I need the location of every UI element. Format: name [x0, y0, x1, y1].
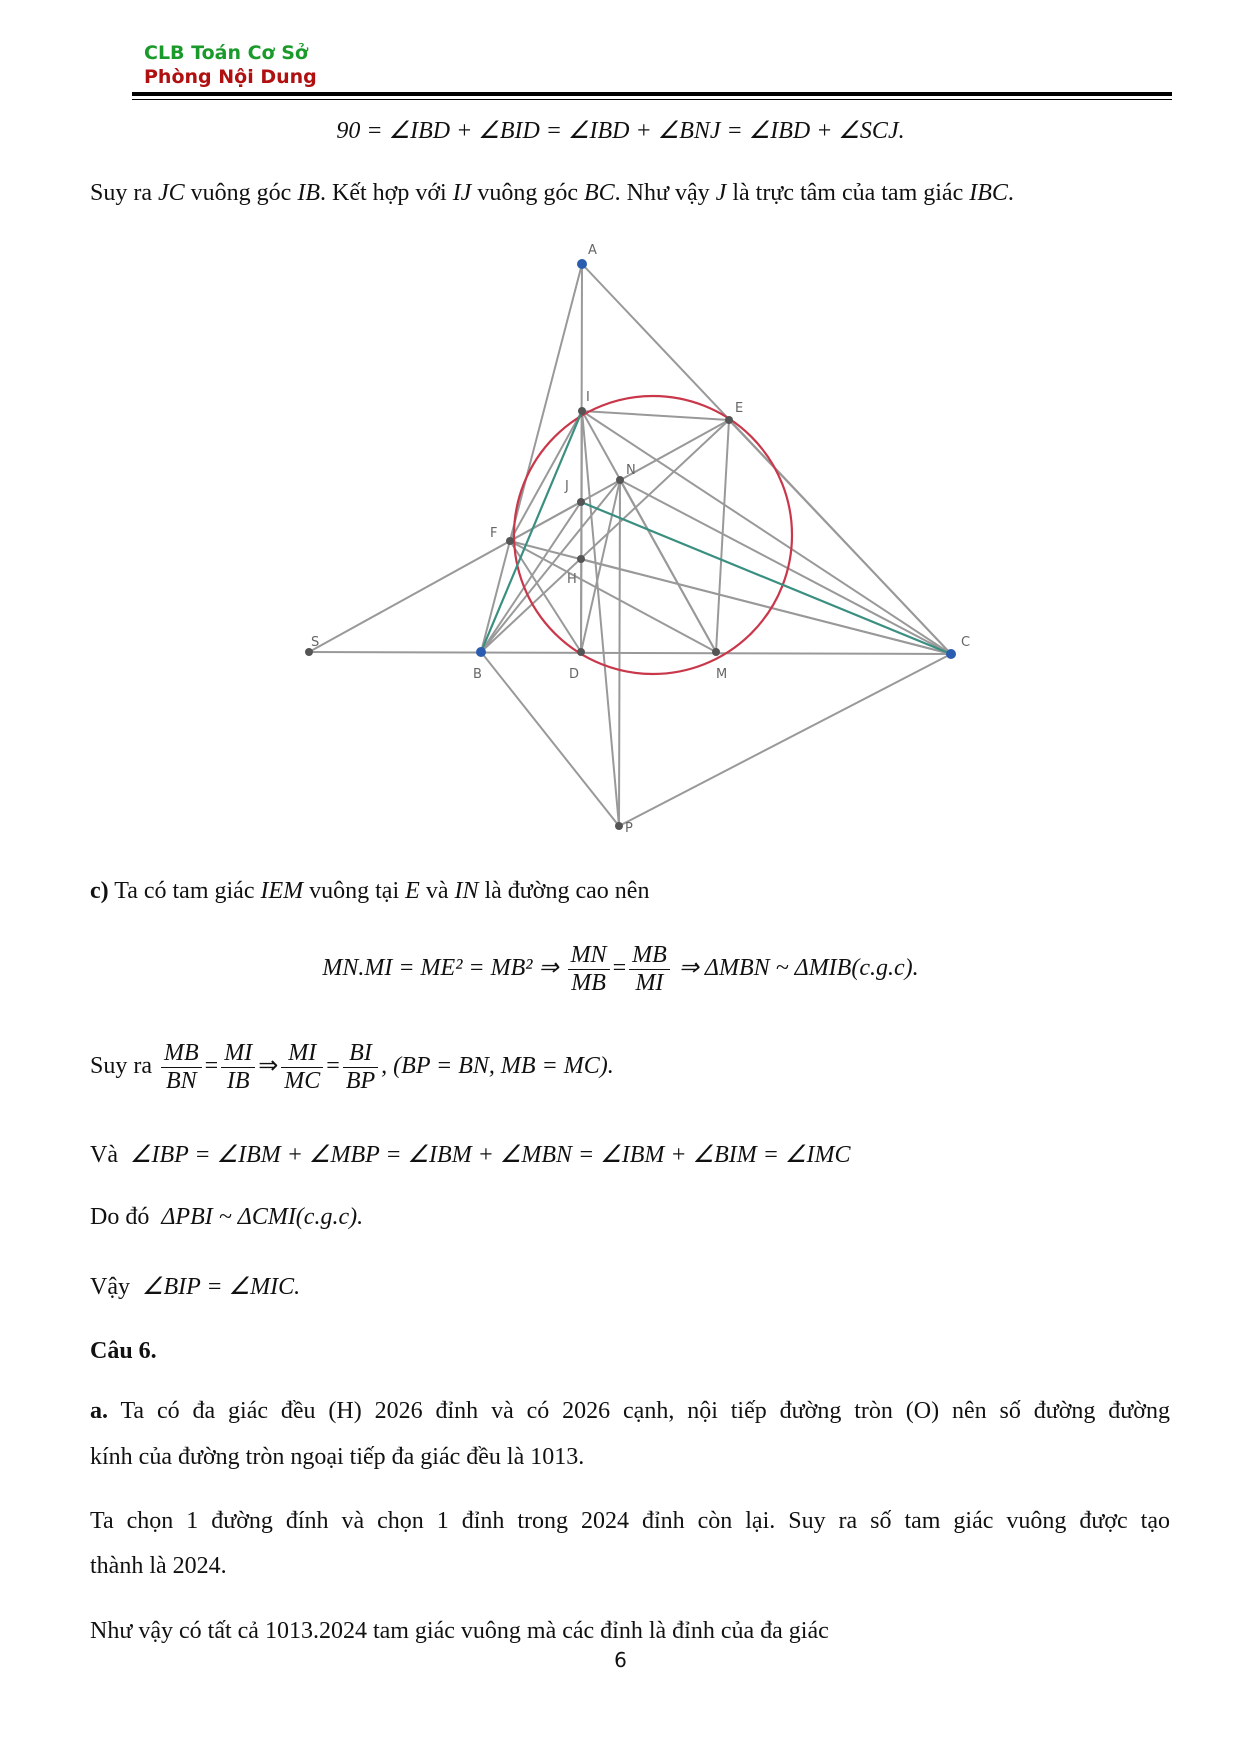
segment-ID [581, 411, 582, 652]
point-M [712, 648, 720, 656]
point-C [946, 649, 956, 659]
part-c-final: Như vậy có tất cả 1013.2024 tam giác vuông mà các đỉnh là đỉnh của đa giác [90, 1618, 829, 1644]
part-a-line2: kính của đường tròn ngoại tiếp đa giác đều là 1013. [90, 1444, 585, 1470]
part-a-line1: a. Ta có đa giác đều (H) 2026 đỉnh và có 2026 cạnh, nội tiếp đường tròn (O) nên số đường đường [90, 1398, 1170, 1424]
segment-SF [309, 541, 510, 652]
equation-ratios: Suy ra $\frac{MB}{BN}$ = $\frac{MI}{IB}$ ⇒ $\frac{MI}{MC}$ = $\frac{BI}{BP}$ , (BP = BN, MB = MC). [90, 1040, 614, 1094]
label-E: E [735, 401, 744, 416]
point-H [577, 555, 585, 563]
point-I [578, 407, 586, 415]
equation-similar: Do đó ΔPBI ~ ΔCMI(c.g.c). [90, 1204, 364, 1230]
point-E [725, 416, 733, 424]
label-S: S [311, 635, 320, 650]
equation-angles: 90 = ∠IBD + ∠BID = ∠IBD + ∠BNJ = ∠IBD + ∠SCJ. [336, 118, 905, 144]
label-M: M [716, 667, 728, 682]
segment-IE [582, 411, 729, 420]
segment-PC [619, 654, 951, 826]
point-B [476, 647, 486, 657]
equation-mn-mi: MN.MI = ME² = MB² ⇒ $\frac{MN}{MB}$ = $\frac{MB}{MI}$ ⇒ ΔMBN ~ ΔMIB(c.g.c). [322, 942, 919, 996]
label-J: J [565, 479, 569, 494]
header-dept: Phòng Nội Dung [144, 66, 317, 88]
label-C: C [961, 635, 971, 650]
incircle [514, 396, 792, 674]
geometry-figure [0, 0, 1241, 860]
equation-conclusion: Vậy ∠BIP = ∠MIC. [90, 1274, 301, 1300]
point-N [616, 476, 624, 484]
segment-IC [582, 411, 951, 654]
point-A [577, 259, 587, 269]
segment-EC [729, 420, 951, 654]
label-I: I [586, 390, 590, 405]
label-D: D [569, 667, 580, 682]
point-J [577, 498, 585, 506]
part-b-line2: thành là 2024. [90, 1553, 227, 1579]
label-B: B [473, 667, 482, 682]
label-H: H [567, 572, 577, 587]
header-club: CLB Toán Cơ Sở [144, 42, 308, 64]
segment-AB [481, 264, 582, 652]
segment-SC [309, 652, 951, 654]
segment-BN [481, 480, 620, 652]
heading-cau-6: Câu 6. [90, 1338, 157, 1364]
equation-angle-ibp: Và ∠IBP = ∠IBM + ∠MBP = ∠IBM + ∠MBN = ∠IBM + ∠BIM = ∠IMC [90, 1142, 851, 1168]
paragraph-orthocenter: Suy ra JC vuông góc IB. Kết hợp với IJ vuông góc BC. Như vậy J là trực tâm của tam giác IBC. [90, 180, 1014, 206]
part-c-intro: c) Ta có tam giác IEM vuông tại E và IN là đường cao nên [90, 878, 650, 904]
segment-PN [619, 480, 620, 826]
point-P [615, 822, 623, 830]
label-P: P [625, 821, 633, 836]
segment-BP [481, 652, 619, 826]
segment-HC [581, 559, 951, 654]
page-number: 6 [614, 1648, 627, 1672]
label-N: N [626, 463, 636, 478]
segment-PI [582, 411, 619, 826]
highlight-JC [581, 502, 951, 654]
point-F [506, 537, 514, 545]
label-F: F [490, 526, 498, 541]
label-A: A [588, 243, 597, 258]
part-b-line1: Ta chọn 1 đường đính và chọn 1 đỉnh trong 2024 đỉnh còn lại. Suy ra số tam giác vuông được tạo [90, 1508, 1170, 1534]
point-D [577, 648, 585, 656]
